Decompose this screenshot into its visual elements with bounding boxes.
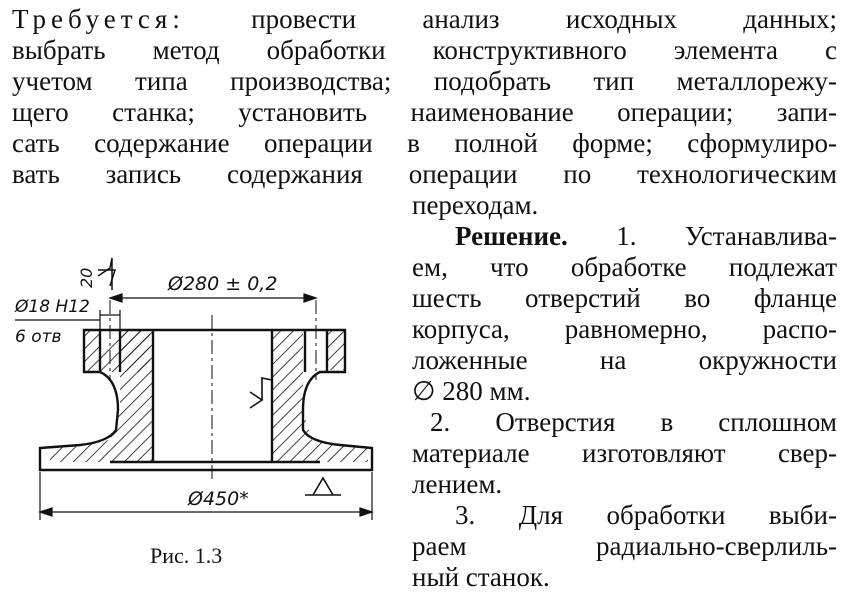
task-line-6: вать запись содержания операции по технологическим — [12, 159, 837, 189]
task-line-4: щего станка; установить наименование операции; запи- — [12, 97, 837, 127]
dimension-280 — [110, 294, 316, 302]
solution-heading: Решение. — [455, 221, 568, 251]
surface-mark — [250, 378, 272, 408]
hole-spec-label: Ø18 Н12 — [15, 297, 90, 317]
solution-line-8: материале изготовляют свер- — [412, 438, 837, 468]
solution-line-5: ложенные на окружности — [412, 345, 837, 375]
task-line-1-text: провести анализ исходных данных; — [251, 4, 838, 34]
solution-line-11: раем радиально-сверлиль- — [412, 531, 837, 561]
solution-line-3: шесть отверстий во фланце — [412, 283, 837, 313]
solution-line-12: ный станок. — [412, 562, 550, 592]
base-symbol — [305, 478, 341, 495]
figure-caption: Рис. 1.3 — [150, 543, 223, 568]
solution-line-4: корпуса, равномерно, распо- — [412, 314, 837, 344]
task-line-5: сать содержание операции в полной форме; сформулиро- — [12, 128, 837, 158]
solution-line-2: ем, что обработке подлежат — [412, 252, 837, 282]
solution-line-7: 2. Отверстия в сплошном — [430, 407, 837, 437]
flange-drawing — [0, 0, 400, 586]
dimension-280-label: Ø280 ± 0,2 — [168, 273, 278, 295]
task-line-2: выбрать метод обработки конструктивного элемента с — [12, 35, 837, 65]
solution-line-9: лением. — [412, 469, 503, 499]
task-heading: Требуется: — [12, 4, 185, 34]
task-line-3: учетом типа производства; подобрать тип металлорежу- — [12, 66, 837, 96]
roughness-label: 20 — [77, 267, 96, 288]
solution-line-10: 3. Для обработки выби- — [455, 500, 837, 530]
task-line-7: переходам. — [412, 190, 539, 220]
solution-line-6: ∅ 280 мм. — [412, 376, 531, 406]
roughness-symbol — [98, 258, 115, 290]
solution-line-1-text: 1. Устанавлива- — [616, 221, 837, 251]
solution-line-1 — [455, 221, 837, 252]
dimension-450-label: Ø450* — [188, 488, 249, 510]
hole-count-label: 6 отв — [15, 327, 62, 347]
